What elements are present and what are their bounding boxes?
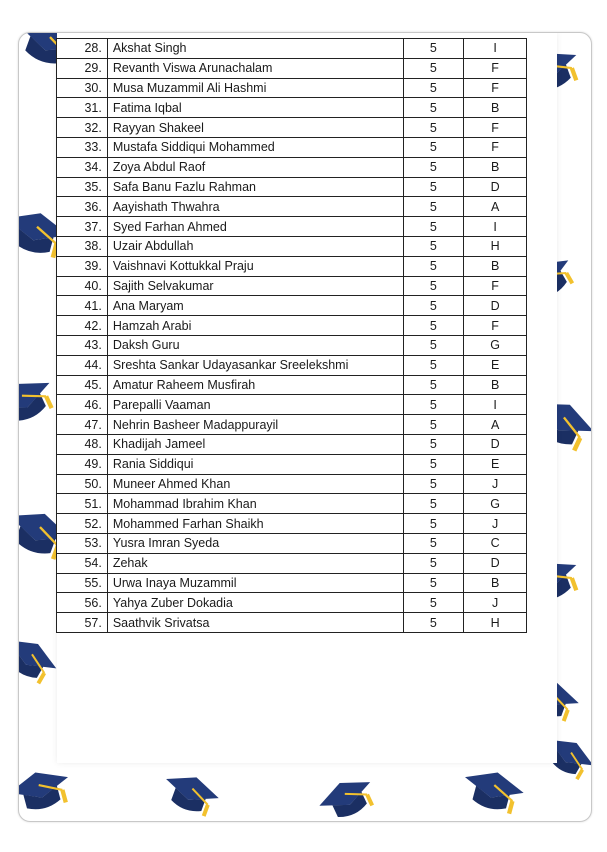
row-number: 48. (57, 434, 108, 454)
row-number: 52. (57, 514, 108, 534)
credits-cell: 5 (403, 553, 464, 573)
grade-cell: G (464, 494, 527, 514)
row-number: 51. (57, 494, 108, 514)
table-row (57, 276, 527, 296)
row-number: 34. (57, 157, 108, 177)
row-number: 50. (57, 474, 108, 494)
row-number: 28. (57, 39, 108, 59)
student-name: Muneer Ahmed Khan (107, 474, 403, 494)
grade-cell: F (464, 316, 527, 336)
student-name: Rayyan Shakeel (107, 118, 403, 138)
credits-cell: 5 (403, 316, 464, 336)
credits-cell: 5 (403, 118, 464, 138)
graduation-cap-icon (452, 756, 532, 822)
row-number: 39. (57, 256, 108, 276)
student-name: Mohammad Ibrahim Khan (107, 494, 403, 514)
table-row (57, 474, 527, 494)
table-row (57, 177, 527, 197)
grade-cell: B (464, 98, 527, 118)
row-number: 33. (57, 137, 108, 157)
table-row (57, 533, 527, 553)
credits-cell: 5 (403, 39, 464, 59)
grade-cell: I (464, 217, 527, 237)
row-number: 35. (57, 177, 108, 197)
grade-cell: E (464, 454, 527, 474)
table-row (57, 454, 527, 474)
table-row (57, 39, 527, 59)
row-number: 54. (57, 553, 108, 573)
table-row (57, 593, 527, 613)
grade-cell: B (464, 375, 527, 395)
row-number: 53. (57, 533, 108, 553)
table-row (57, 494, 527, 514)
row-number: 56. (57, 593, 108, 613)
grade-cell: D (464, 434, 527, 454)
credits-cell: 5 (403, 296, 464, 316)
grade-cell: D (464, 177, 527, 197)
table-row (57, 434, 527, 454)
table-row (57, 375, 527, 395)
grade-cell: J (464, 474, 527, 494)
credits-cell: 5 (403, 276, 464, 296)
grade-cell: J (464, 514, 527, 534)
table-row (57, 395, 527, 415)
graduation-cap-icon (18, 756, 81, 822)
credits-cell: 5 (403, 454, 464, 474)
grade-cell: J (464, 593, 527, 613)
student-name: Akshat Singh (107, 39, 403, 59)
grade-cell: C (464, 533, 527, 553)
credits-cell: 5 (403, 474, 464, 494)
credits-cell: 5 (403, 98, 464, 118)
student-name: Sajith Selvakumar (107, 276, 403, 296)
row-number: 57. (57, 613, 108, 633)
table-row (57, 553, 527, 573)
credits-cell: 5 (403, 58, 464, 78)
row-number: 44. (57, 355, 108, 375)
credits-cell: 5 (403, 78, 464, 98)
student-name: Aayishath Thwahra (107, 197, 403, 217)
grade-cell: F (464, 276, 527, 296)
student-roster-table (56, 38, 527, 633)
credits-cell: 5 (403, 613, 464, 633)
credits-cell: 5 (403, 434, 464, 454)
credits-cell: 5 (403, 573, 464, 593)
grade-cell: I (464, 395, 527, 415)
grade-cell: F (464, 137, 527, 157)
row-number: 32. (57, 118, 108, 138)
student-name: Hamzah Arabi (107, 316, 403, 336)
student-name: Yusra Imran Syeda (107, 533, 403, 553)
credits-cell: 5 (403, 514, 464, 534)
student-name: Revanth Viswa Arunachalam (107, 58, 403, 78)
credits-cell: 5 (403, 157, 464, 177)
table-row (57, 335, 527, 355)
row-number: 41. (57, 296, 108, 316)
table-row (57, 137, 527, 157)
grade-cell: G (464, 335, 527, 355)
student-name: Mustafa Siddiqui Mohammed (107, 137, 403, 157)
student-name: Vaishnavi Kottukkal Praju (107, 256, 403, 276)
student-name: Sreshta Sankar Udayasankar Sreelekshmi (107, 355, 403, 375)
credits-cell: 5 (403, 217, 464, 237)
credits-cell: 5 (403, 236, 464, 256)
grade-cell: F (464, 118, 527, 138)
table-row (57, 236, 527, 256)
student-name: Ana Maryam (107, 296, 403, 316)
student-name: Parepalli Vaaman (107, 395, 403, 415)
table-row (57, 256, 527, 276)
grade-cell: F (464, 78, 527, 98)
credits-cell: 5 (403, 137, 464, 157)
grade-cell: D (464, 296, 527, 316)
student-name: Nehrin Basheer Madappurayil (107, 415, 403, 435)
student-name: Khadijah Jameel (107, 434, 403, 454)
row-number: 45. (57, 375, 108, 395)
row-number: 38. (57, 236, 108, 256)
student-name: Urwa Inaya Muzammil (107, 573, 403, 593)
table-row (57, 58, 527, 78)
student-name: Musa Muzammil Ali Hashmi (107, 78, 403, 98)
grade-cell: D (464, 553, 527, 573)
credits-cell: 5 (403, 355, 464, 375)
credits-cell: 5 (403, 177, 464, 197)
grade-cell: B (464, 573, 527, 593)
credits-cell: 5 (403, 593, 464, 613)
table-row (57, 217, 527, 237)
student-name: Mohammed Farhan Shaikh (107, 514, 403, 534)
table-row (57, 296, 527, 316)
student-name: Saathvik Srivatsa (107, 613, 403, 633)
table-row (57, 514, 527, 534)
credits-cell: 5 (403, 375, 464, 395)
table-row (57, 316, 527, 336)
row-number: 42. (57, 316, 108, 336)
table-row (57, 355, 527, 375)
student-name: Yahya Zuber Dokadia (107, 593, 403, 613)
student-name: Safa Banu Fazlu Rahman (107, 177, 403, 197)
row-number: 46. (57, 395, 108, 415)
row-number: 43. (57, 335, 108, 355)
row-number: 29. (57, 58, 108, 78)
grade-cell: F (464, 58, 527, 78)
row-number: 55. (57, 573, 108, 593)
row-number: 37. (57, 217, 108, 237)
student-name: Zoya Abdul Raof (107, 157, 403, 177)
table-row (57, 157, 527, 177)
table-row (57, 573, 527, 593)
table-row (57, 613, 527, 633)
table-row (57, 78, 527, 98)
table-row (57, 118, 527, 138)
row-number: 40. (57, 276, 108, 296)
credits-cell: 5 (403, 395, 464, 415)
row-number: 49. (57, 454, 108, 474)
credits-cell: 5 (403, 533, 464, 553)
credits-cell: 5 (403, 256, 464, 276)
row-number: 36. (57, 197, 108, 217)
table-row (57, 98, 527, 118)
credits-cell: 5 (403, 415, 464, 435)
grade-cell: E (464, 355, 527, 375)
grade-cell: H (464, 236, 527, 256)
credits-cell: 5 (403, 197, 464, 217)
grade-cell: H (464, 613, 527, 633)
grade-cell: A (464, 415, 527, 435)
roster-body (57, 39, 527, 633)
row-number: 31. (57, 98, 108, 118)
student-name: Fatima Iqbal (107, 98, 403, 118)
student-name: Rania Siddiqui (107, 454, 403, 474)
graduation-cap-icon (151, 760, 228, 822)
row-number: 30. (57, 78, 108, 98)
table-row (57, 415, 527, 435)
student-name: Zehak (107, 553, 403, 573)
credits-cell: 5 (403, 335, 464, 355)
grade-cell: A (464, 197, 527, 217)
credits-cell: 5 (403, 494, 464, 514)
student-name: Syed Farhan Ahmed (107, 217, 403, 237)
grade-cell: B (464, 256, 527, 276)
student-name: Daksh Guru (107, 335, 403, 355)
table-row (57, 197, 527, 217)
student-name: Amatur Raheem Musfirah (107, 375, 403, 395)
grade-cell: I (464, 39, 527, 59)
student-name: Uzair Abdullah (107, 236, 403, 256)
row-number: 47. (57, 415, 108, 435)
grade-cell: B (464, 157, 527, 177)
graduation-cap-icon (309, 763, 389, 822)
